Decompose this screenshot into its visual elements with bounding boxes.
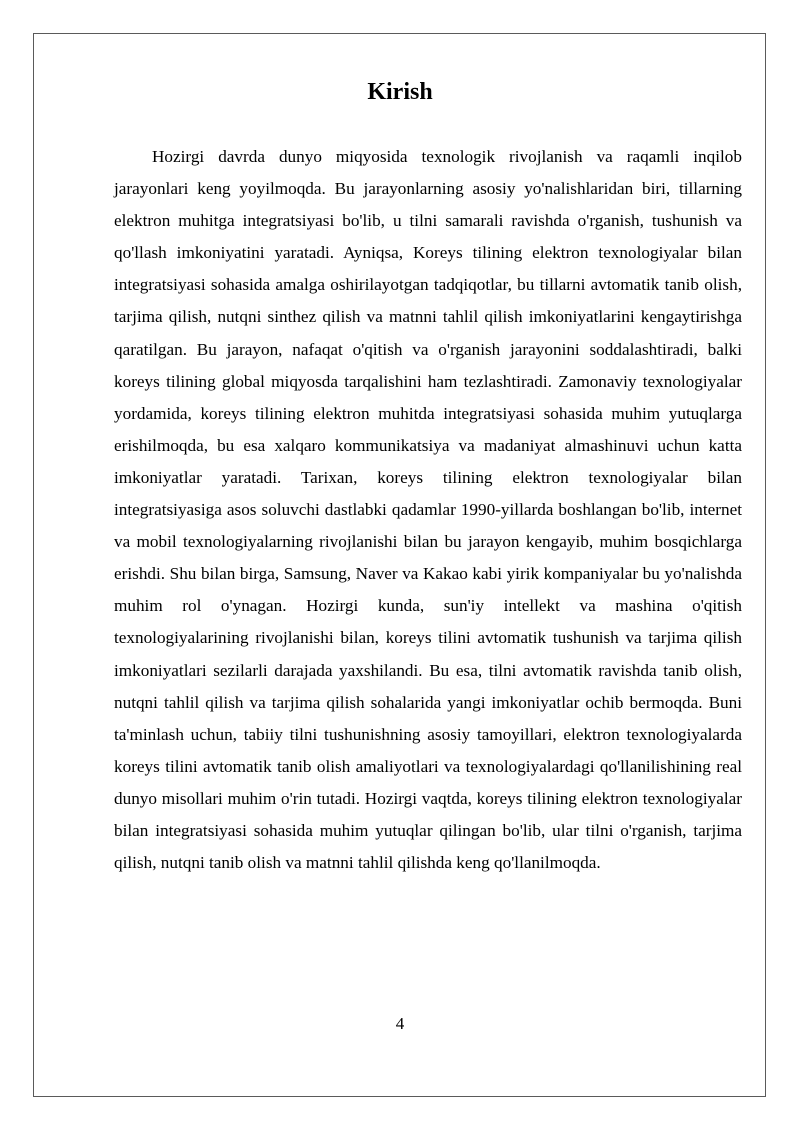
page-title: Kirish xyxy=(367,79,433,105)
page-number: 4 xyxy=(395,1014,405,1033)
body-paragraph: Hozirgi davrda dunyo miqyosida texnologik rivojlanish va raqamli inqilob jarayonlari keng yoyilmoqda. Bu jarayonlarning asosiy yo'nalishlaridan biri, tillarning elektron muhitga integratsiyasi bo'lib, u tilni samarali ravishda o'rganish, tushunish va qo'llash imkoniyatini yaratadi. Ayniqsa, Koreys tilining elektron texnologiyalar bilan integratsiyasi sohasida amalga oshirilayotgan tadqiqotlar, bu tillarni avtomatik tanib olish, tarjima qilish, nutqni sinthez qilish va matnni tahlil qilish imkoniyatlarini kengaytirishga qaratilgan. Bu jarayon, nafaqat o'qitish va o'rganish jarayonini soddalashtiradi, balki koreys tilining global miqyosda tarqalishini ham tezlashtiradi. Zamonaviy texnologiyalar yordamida, koreys tilining elektron muhitda integratsiyasi sohasida muhim yutuqlarga erishilmoqda, bu esa xalqaro kommunikatsiya va madaniyat almashinuvi uchun katta imkoniyatlar yaratadi. Tarixan, koreys tilining elektron texnologiyalar bilan integratsiyasiga asos soluvchi dastlabki qadamlar 1990-yillarda boshlangan bo'lib, internet va mobil texnologiyalarning rivojlanishi bilan bu jarayon kengayib, muhim bosqichlarga erishdi. Shu bilan birga, Samsung, Naver va Kakao kabi yirik kompaniyalar bu yo'nalishda muhim rol o'ynagan. Hozirgi kunda, sun'iy intellekt va mashina o'qitish texnologiyalarining rivojlanishi bilan, koreys tilini avtomatik tushunish va tarjima qilish imkoniyatlari sezilarli darajada yaxshilandi. Bu esa, tilni avtomatik ravishda tanib olish, nutqni tahlil qilish va tarjima qilish sohalarida yangi imkoniyatlar ochib bermoqda. Buni ta'minlash uchun, tabiiy tilni tushunishning asosiy tamoyillari, elektron texnologiyalarda koreys tilini avtomatik tanib olish amaliyotlari va texnologiyalardagi qo'llanilishining real dunyo misollari muhim o'rin tutadi. Hozirgi vaqtda, koreys tilining elektron texnologiyalar bilan integratsiyasi sohasida muhim yutuqlar qilingan bo'lib, ular tilni o'rganish, tarjima qilish, nutqni tanib olish va matnni tahlil qilishda keng qo'llanilmoqda. xyxy=(114,147,742,873)
